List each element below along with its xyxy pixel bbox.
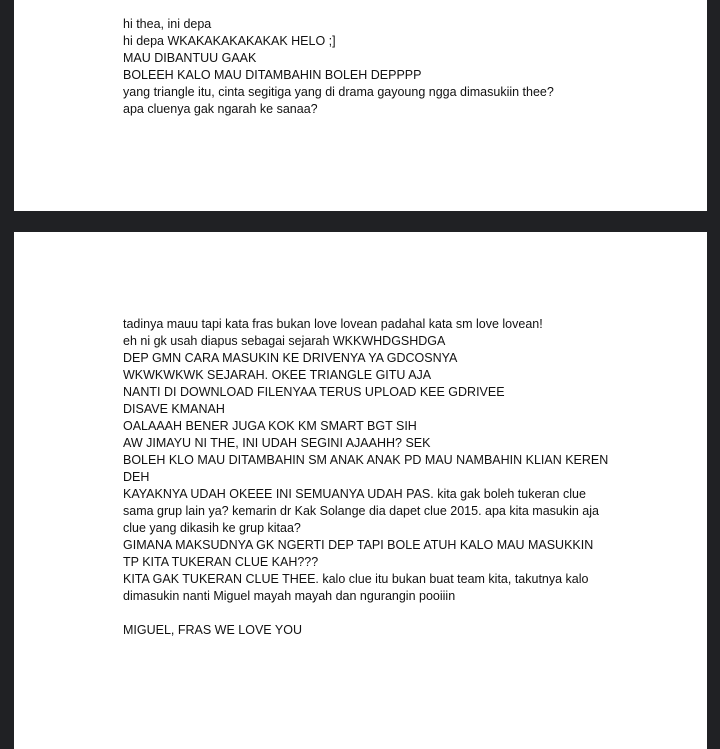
text-line: DEH: [123, 470, 150, 484]
text-line: NANTI DI DOWNLOAD FILENYAA TERUS UPLOAD KEE GDRIVEE: [123, 385, 505, 399]
text-line: DEP GMN CARA MASUKIN KE DRIVENYA YA GDCOSNYA: [123, 351, 458, 365]
page-1-text: [123, 16, 643, 118]
text-line: dimasukin nanti Miguel mayah mayah dan ngurangin pooiiin: [123, 589, 456, 603]
text-line: clue yang dikasih ke grup kitaa?: [123, 521, 301, 535]
text-line: MIGUEL, FRAS WE LOVE YOU: [123, 623, 302, 637]
text-line: BOLEEH KALO MAU DITAMBAHIN BOLEH DEPPPP: [123, 68, 422, 82]
text-line: WKWKWKWK SEJARAH. OKEE TRIANGLE GITU AJA: [123, 368, 432, 382]
text-line: DISAVE KMANAH: [123, 402, 225, 416]
text-line: apa cluenya gak ngarah ke sanaa?: [123, 102, 318, 116]
text-line: TP KITA TUKERAN CLUE KAH???: [123, 555, 319, 569]
text-line: KAYAKNYA UDAH OKEEE INI SEMUANYA UDAH PAS. kita gak boleh tukeran clue: [123, 487, 586, 501]
text-line: hi thea, ini depa: [123, 17, 212, 31]
text-line: GIMANA MAKSUDNYA GK NGERTI DEP TAPI BOLE ATUH KALO MAU MASUKKIN: [123, 538, 594, 552]
document-page-2: [14, 232, 707, 749]
text-line: yang triangle itu, cinta segitiga yang di drama gayoung ngga dimasukiin thee?: [123, 85, 554, 99]
text-line: eh ni gk usah diapus sebagai sejarah WKKWHDGSHDGA: [123, 334, 446, 348]
blank-line: [123, 605, 643, 622]
text-line: hi depa WKAKAKAKAKAKAK HELO ;]: [123, 34, 336, 48]
text-line: OALAAAH BENER JUGA KOK KM SMART BGT SIH: [123, 419, 417, 433]
text-line: tadinya mauu tapi kata fras bukan love lovean padahal kata sm love lovean!: [123, 317, 543, 331]
text-line: sama grup lain ya? kemarin dr Kak Solange dia dapet clue 2015. apa kita masukin aja: [123, 504, 599, 518]
document-page-1: [14, 0, 707, 211]
page-2-text: [123, 316, 643, 639]
text-line: MAU DIBANTUU GAAK: [123, 51, 257, 65]
text-line: AW JIMAYU NI THE, INI UDAH SEGINI AJAAHH? SEK: [123, 436, 431, 450]
text-line: BOLEH KLO MAU DITAMBAHIN SM ANAK ANAK PD MAU NAMBAHIN KLIAN KEREN: [123, 453, 609, 467]
text-line: KITA GAK TUKERAN CLUE THEE. kalo clue itu bukan buat team kita, takutnya kalo: [123, 572, 589, 586]
